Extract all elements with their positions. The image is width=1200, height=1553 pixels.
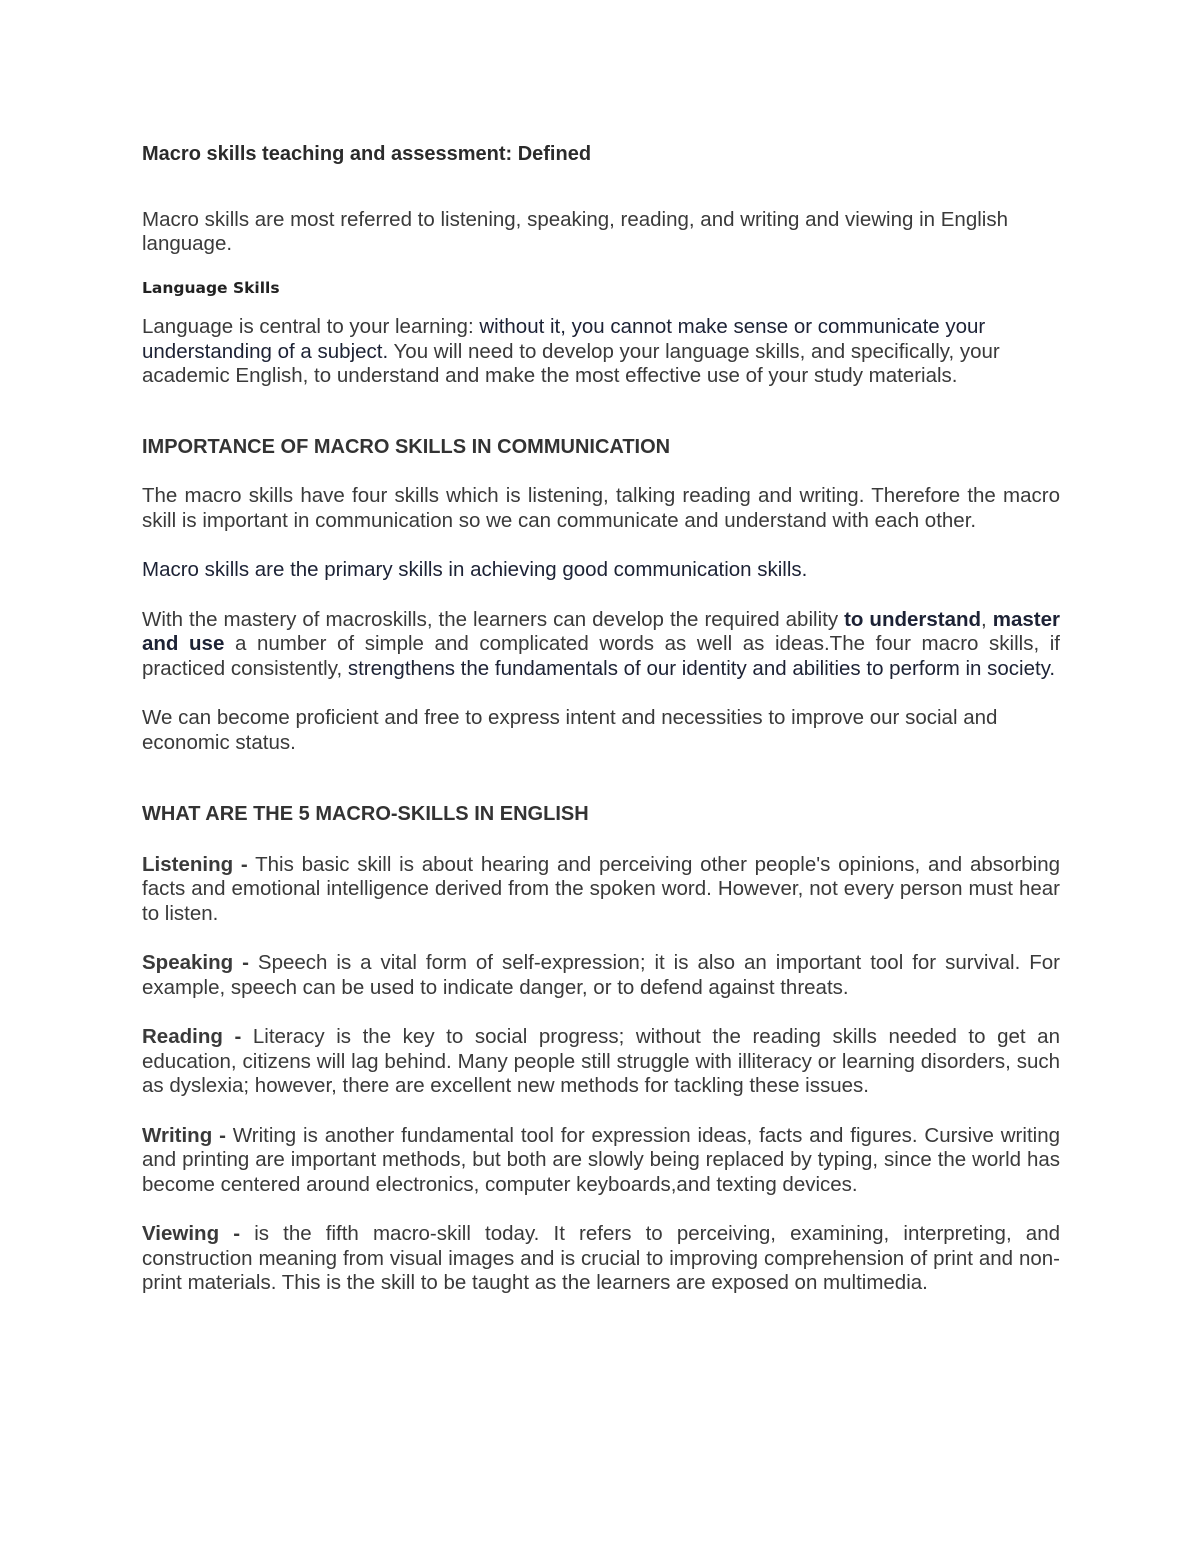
importance-p3-bold-2: master and use xyxy=(142,607,1060,655)
importance-paragraph-1: The macro skills have four skills which is listening, talking reading and writing. Therefore the macro skill is important in communication so we can communicate and understand with each other. xyxy=(142,484,1060,532)
language-skills-heading: Language Skills xyxy=(142,278,280,297)
importance-p3-text-b: a number of simple and complicated words as well as ideas.The four macro skills, if practiced consistently, xyxy=(142,632,1060,680)
importance-p3-text-a: With the mastery of macroskills, the learners can develop the required ability xyxy=(142,607,845,631)
importance-paragraph-3 xyxy=(142,608,1060,682)
five-skills-heading: WHAT ARE THE 5 MACRO-SKILLS IN ENGLISH xyxy=(142,803,589,825)
language-skills-text-b: without it, you cannot make sense or communicate your understanding of a subject. xyxy=(142,315,986,363)
importance-p3-bold-1: to understand xyxy=(844,607,982,631)
skill-description: Literacy is the key to social progress; without the reading skills needed to get an education, citizens will lag behind. Many people still struggle with illiteracy or learning disorders, such as dyslexia; however, there are excellent new methods for tackling these issues. xyxy=(142,1025,1060,1097)
skill-description: Writing is another fundamental tool for expression ideas, facts and figures. Cursive writing and printing are important methods, but both are slowly being replaced by typing, since the world has become centered around electronics, computer keyboards,and texting devices. xyxy=(142,1123,1060,1196)
importance-p3-comma: , xyxy=(981,607,987,631)
language-skills-text-a: Language is central to your learning: xyxy=(142,315,480,338)
document-title: Macro skills teaching and assessment: Defined xyxy=(142,143,592,165)
importance-paragraph-4: We can become proficient and free to express intent and necessities to improve our social and economic status. xyxy=(142,706,998,754)
skill-item-listening xyxy=(142,853,1060,927)
language-skills-paragraph xyxy=(142,315,1060,389)
skill-description: Speech is a vital form of self-expression; it is also an important tool for survival. For example, speech can be used to indicate danger, or to defend against threats. xyxy=(142,951,1060,999)
skill-description: This basic skill is about hearing and perceiving other people's opinions, and absorbing facts and emotional intelligence derived from the spoken word. However, not every person must hear to listen. xyxy=(142,852,1060,925)
skill-term: Writing - xyxy=(142,1123,226,1147)
skill-term: Reading - xyxy=(142,1025,242,1048)
importance-paragraph-2: Macro skills are the primary skills in achieving good communication skills. xyxy=(142,558,808,581)
skill-item-viewing xyxy=(142,1222,1060,1296)
language-skills-text-c: You will need to develop your language skills, and specifically, your academic English, to understand and make the most effective use of your study materials. xyxy=(142,339,1000,387)
skill-term: Speaking - xyxy=(142,951,249,974)
skill-term: Viewing - xyxy=(142,1222,241,1245)
skill-item-reading xyxy=(142,1025,1060,1099)
importance-heading: IMPORTANCE OF MACRO SKILLS IN COMMUNICATION xyxy=(142,435,671,458)
skill-description: is the fifth macro-skill today. It refers to perceiving, examining, interpreting, and construction meaning from visual images and is crucial to improving comprehension of print and non-print materials. This is the skill to be taught as the learners are exposed on multimedia. xyxy=(142,1222,1060,1294)
document-body xyxy=(142,142,1060,1296)
skill-term: Listening - xyxy=(142,852,248,876)
intro-paragraph: Macro skills are most referred to listening, speaking, reading, and writing and viewing in English language. xyxy=(142,207,1008,255)
skill-item-writing xyxy=(142,1124,1060,1198)
importance-p3-text-c: strengthens the fundamentals of our identity and abilities to perform in society. xyxy=(347,656,1056,680)
skill-item-speaking xyxy=(142,951,1060,1000)
